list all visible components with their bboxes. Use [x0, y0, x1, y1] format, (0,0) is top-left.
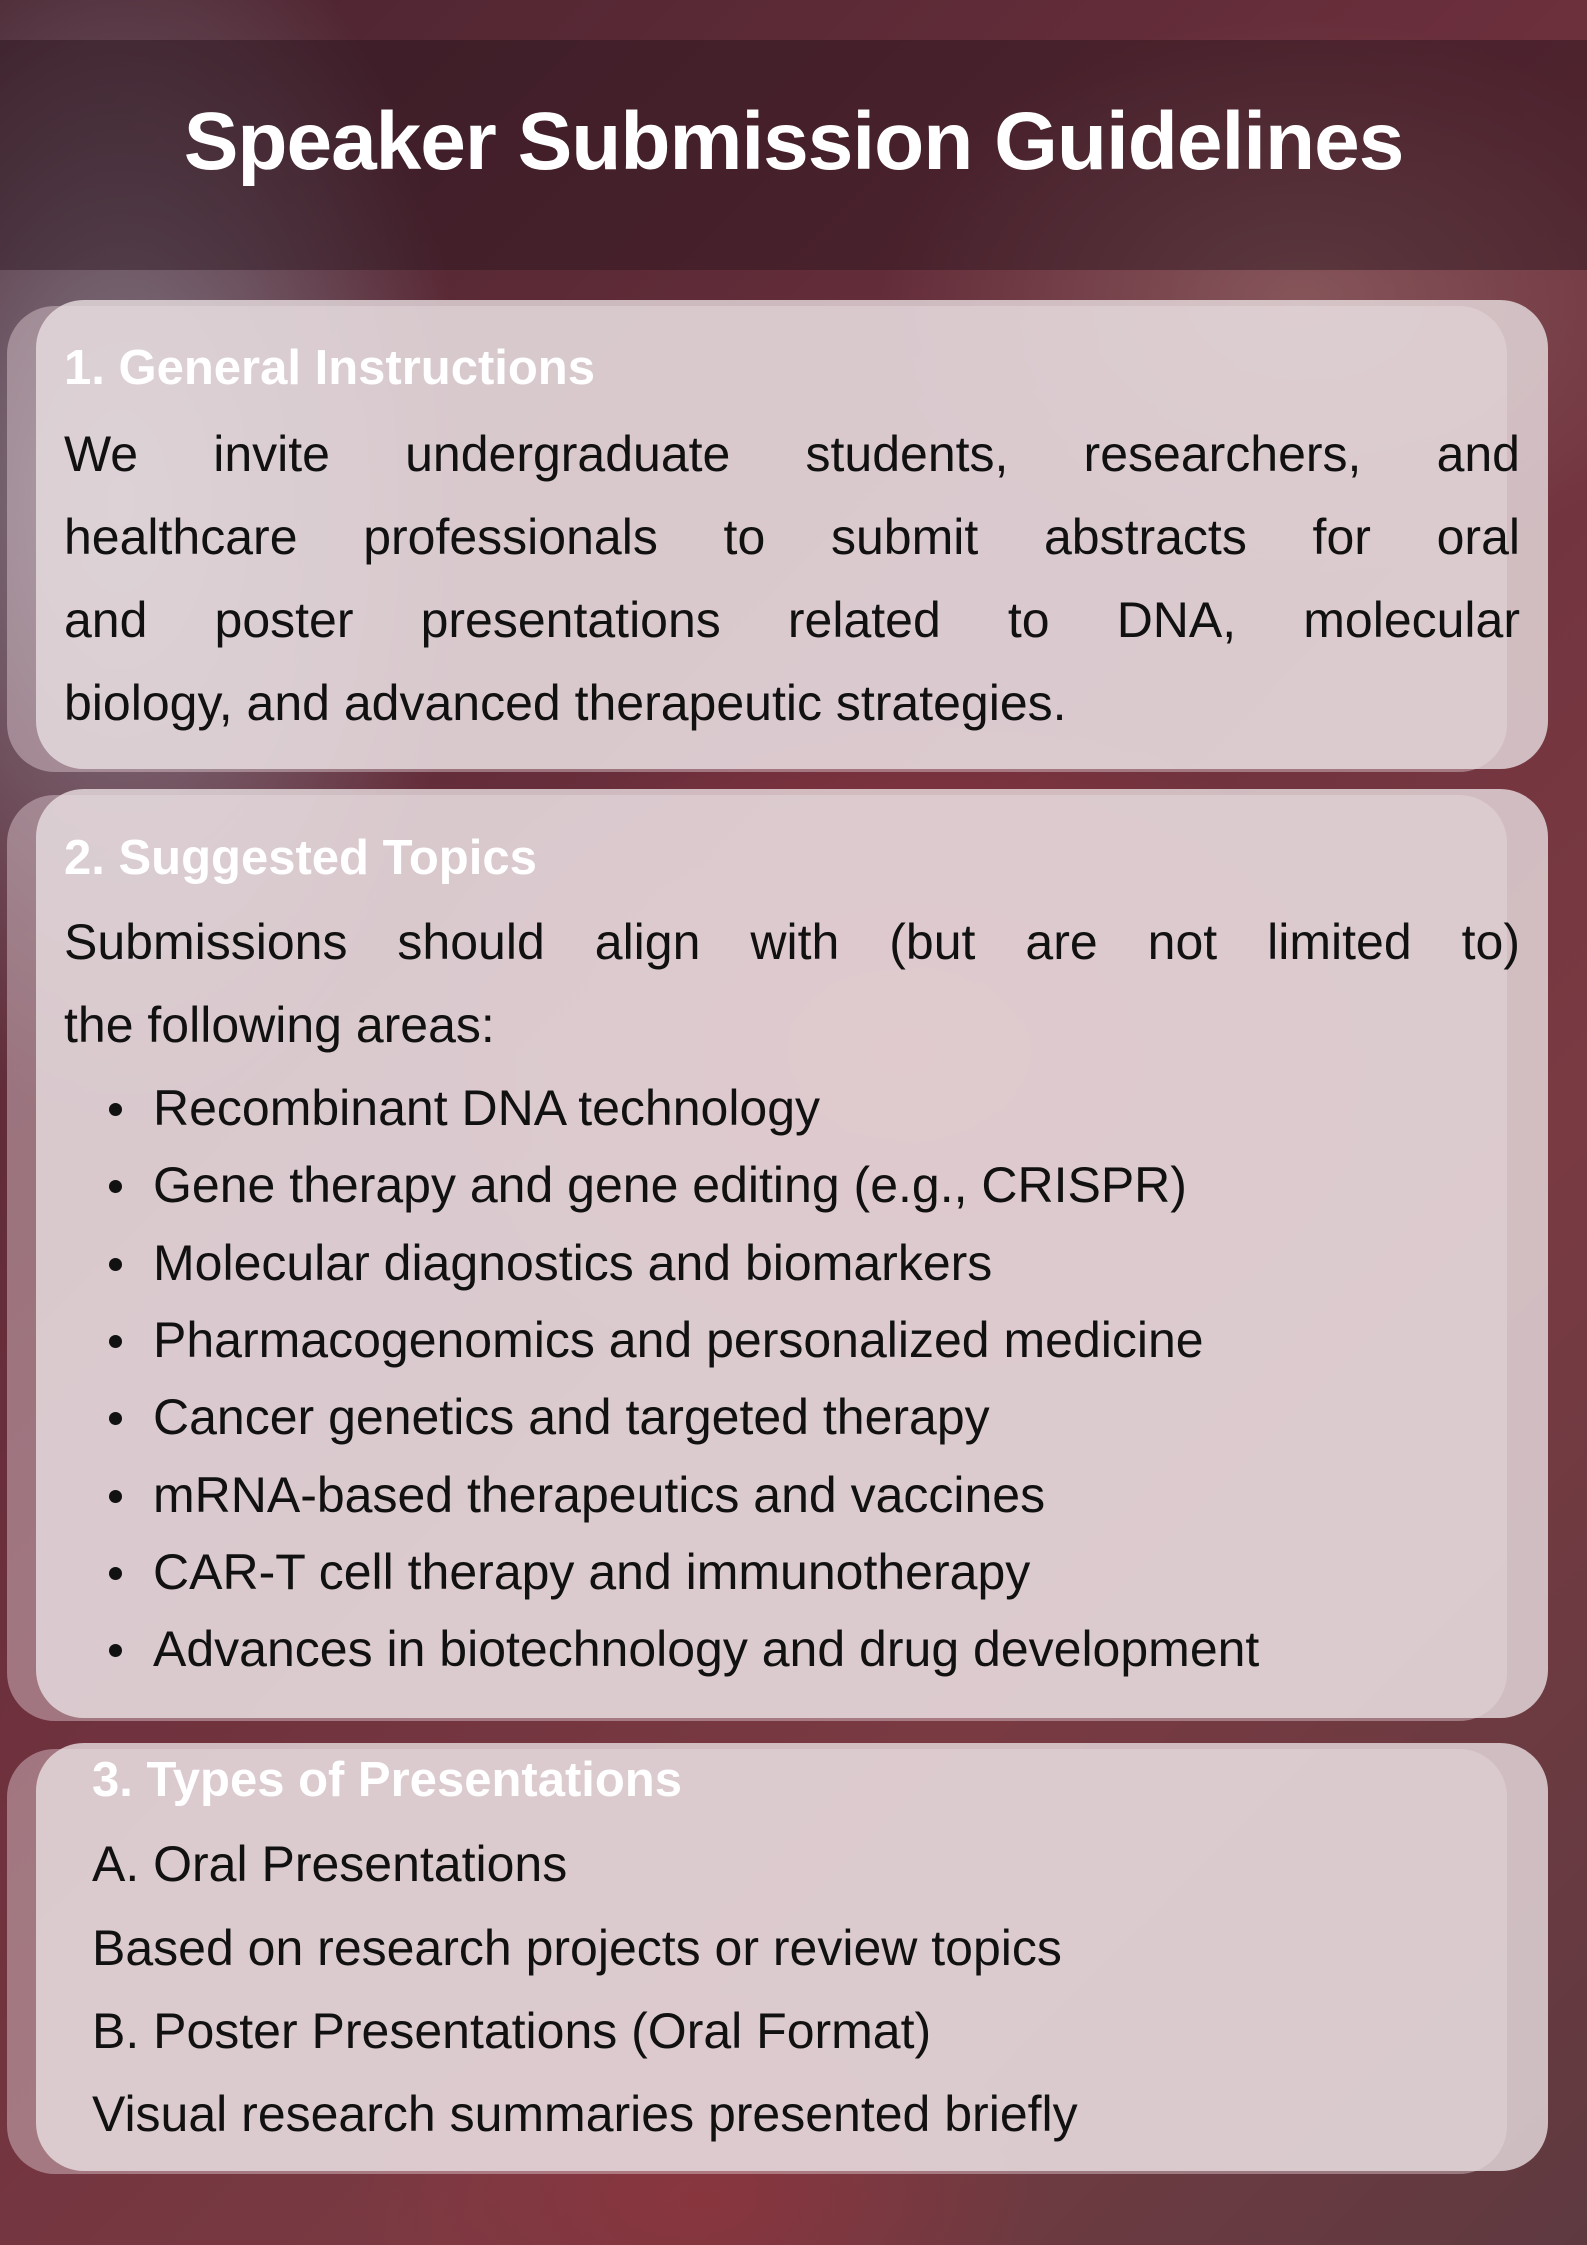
topic-list-item: Molecular diagnostics and biomarkers: [153, 1234, 993, 1291]
topic-list-item: Recombinant DNA technology: [153, 1080, 821, 1136]
topic-list-item: Pharmacogenomics and personalized medicine: [153, 1311, 1204, 1368]
topic-list-item: Gene therapy and gene editing (e.g., CRISPR): [153, 1157, 1187, 1214]
body-line: Submissions should align with (but are not limited to): [64, 914, 1520, 970]
body-line: A. Oral Presentations: [92, 1836, 568, 1892]
bullet-icon: [109, 1567, 122, 1580]
body-line: biology, and advanced therapeutic strategies.: [64, 675, 1067, 731]
bullet-icon: [109, 1103, 122, 1116]
bullet-icon: [109, 1335, 122, 1348]
bullet-icon: [109, 1490, 122, 1503]
body-line: We invite undergraduate students, researchers, and: [64, 426, 1520, 482]
body-line: B. Poster Presentations (Oral Format): [92, 2003, 932, 2059]
bullet-icon: [109, 1644, 122, 1657]
page-title: Speaker Submission Guidelines: [183, 96, 1404, 187]
topic-list-item: Cancer genetics and targeted therapy: [153, 1389, 990, 1446]
body-line: Based on research projects or review topics: [92, 1920, 1062, 1976]
section-heading: 3. Types of Presentations: [92, 1753, 682, 1807]
topic-list-item: mRNA-based therapeutics and vaccines: [153, 1466, 1046, 1523]
body-line: healthcare professionals to submit abstracts for oral: [64, 509, 1520, 565]
bullet-icon: [109, 1258, 122, 1271]
topic-list-item: Advances in biotechnology and drug development: [153, 1621, 1260, 1678]
section-heading: 2. Suggested Topics: [64, 831, 537, 885]
body-line: the following areas:: [64, 997, 495, 1053]
section-heading: 1. General Instructions: [64, 341, 595, 395]
body-line: and poster presentations related to DNA, molecular: [64, 592, 1520, 648]
body-line: Visual research summaries presented briefly: [92, 2086, 1078, 2142]
topic-list-item: CAR-T cell therapy and immunotherapy: [153, 1543, 1031, 1600]
